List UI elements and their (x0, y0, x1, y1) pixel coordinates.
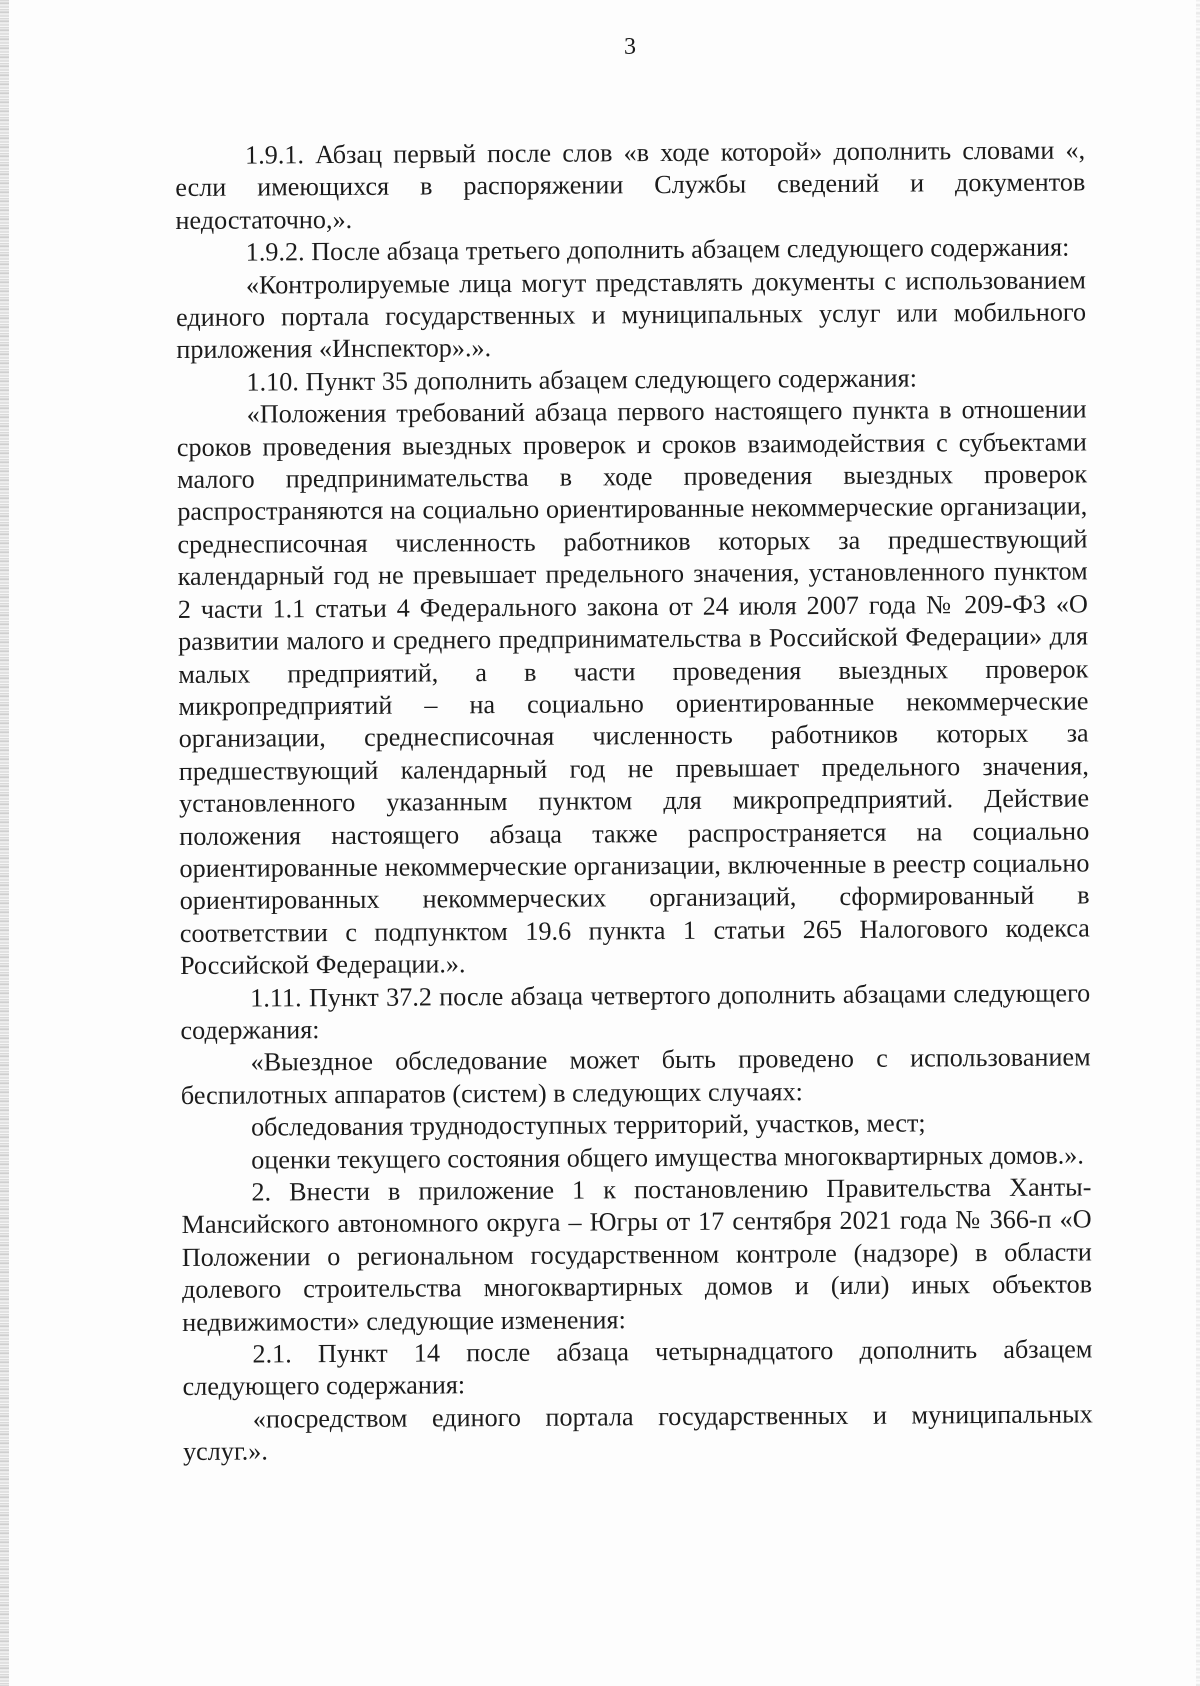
paragraph-1-9-2: 1.9.2. После абзаца третьего дополнить абзацем следующего содержания: (245, 232, 1070, 267)
paragraph-1-10: 1.10. Пункт 35 дополнить абзацем следующего содержания: (246, 363, 918, 397)
paragraph-quote-portal: «посредством единого портала государственных и муниципальных услуг.». (182, 1399, 1093, 1467)
paragraph-assessment-property: оценки текущего состояния общего имущества многоквартирных домов.». (251, 1140, 1084, 1175)
paragraph-2-1: 2.1. Пункт 14 после абзаца четырнадцатого дополнить абзацем следующего содержания: (182, 1334, 1093, 1402)
paragraph-1-11: 1.11. Пункт 37.2 после абзаца четвертого дополнить абзацами следующего содержания: (180, 977, 1091, 1045)
paragraph-quote-controlled-persons: «Контролируемые лица могут представлять документы с использованием единого портала государственных и муниципальных услуг или мобильного приложения «Инспектор».». (175, 265, 1087, 365)
paragraph-quote-provisions: «Положения требований абзаца первого настоящего пункта в отношении сроков проведения выездных проверок и сроков взаимодействия с субъектами малого предпринимательства в ходе проведения выездных проверок распространяются на социально ориентированные некоммерческие организации, среднесписочная численность работников которых за предшествующий календарный год не превышает предельного значения, установленного пунктом 2 части 1.1 статьи 4 Федерального закона от 24 июля 2007 года № 209-ФЗ «О развитии малого и среднего предпринимательства в Российской Федерации» для малых предприятий, а в части проведения выездных проверок микропредприятий – на социально ориентированные некоммерческие организации, среднесписочная численность работников которых за предшествующий календарный год не превышает предельного значения, установленного указанным пунктом для микропредприятий. Действие положения настоящего абзаца также распространяется на социально ориентированные некоммерческие организации, включенные в реестр социально ориентированных некоммерческих организаций, сформированный в соответствии с подпунктом 19.6 пункта 1 статьи 265 Налогового кодекса Российской Федерации.». (176, 394, 1090, 981)
paragraph-1-9-1: 1.9.1. Абзац первый после слов «в ходе которой» дополнить словами «, если имеющихся в распоряжении Службы сведений и документов недостаточно,». (175, 135, 1086, 235)
paragraph-2: 2. Внести в приложение 1 к постановлению Правительства Ханты-Мансийского автономного округа – Югры от 17 сентября 2021 года № 366-п «О Положении о региональном государственном контроле (надзоре) в области долевого строительства многоквартирных домов и (или) иных объектов недвижимости» следующие изменения: (181, 1172, 1093, 1337)
document-body (175, 134, 1093, 1468)
page-number: 3 (624, 34, 636, 60)
paragraph-quote-field-inspection: «Выездное обследование может быть проведено с использованием беспилотных аппаратов (систем) в следующих случаях: (180, 1042, 1091, 1110)
scan-edge-artifact-right (1196, 0, 1200, 1686)
paragraph-inspection-territories: обследования труднодоступных территорий, участков, мест; (250, 1108, 926, 1142)
scan-edge-artifact (0, 0, 9, 1686)
